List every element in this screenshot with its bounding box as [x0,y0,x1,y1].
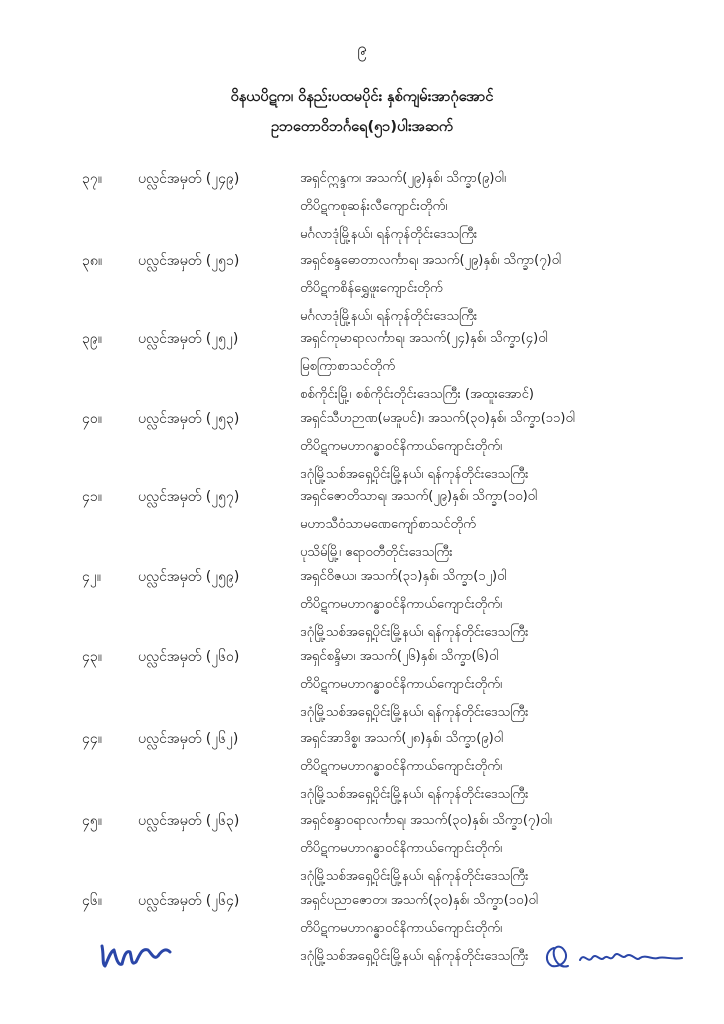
list-item [0,563,724,647]
seat-number: ပလ္လင်အမှတ် (၂၆၀) [138,649,240,665]
location-line: ဒဂုံမြို့သစ်အရှေ့ပိုင်းမြို့နယ်၊ ရန်ကုန်တိုင်းဒေသကြီး [300,625,529,640]
monastery-line: တိပိဋကမဟာဂန္ဓာဝင်နိကာယ်ကျောင်းတိုက်၊ [300,921,503,936]
monastery-line: တိပိဋကမဟာဂန္ဓာဝင်နိကာယ်ကျောင်းတိုက်၊ [300,677,503,692]
monastery-line: မဟာသီဝံသာမဏေကျော်စာသင်တိုက် [300,517,476,532]
location-line: မင်္ဂလာဒုံမြို့နယ်၊ ရန်ကုန်တိုင်းဒေသကြီး [300,227,478,242]
entry-details [300,563,700,647]
entry-number: ၄၅။ [82,813,102,829]
entry-number: ၃၉။ [82,331,102,347]
entry-number: ၄၀။ [82,411,102,427]
location-line: ဒဂုံမြို့သစ်အရှေ့ပိုင်းမြို့နယ်၊ ရန်ကုန်တိုင်းဒေသကြီး [300,705,529,720]
monk-name-line: အရှင်စန္ဒာဝရာလင်္ကာရ၊ အသက်(၃၀)နှစ်၊ သိက္ခာ(၇)ဝါ၊ [300,813,552,828]
left-signature [96,938,176,974]
monk-name-line: အရှင်စန္ဒိမာ၊ အသက်(၂၆)နှစ်၊ သိက္ခာ(၆)ဝါ [300,649,499,664]
seat-number: ပလ္လင်အမှတ် (၂၆၄) [138,893,240,909]
list-item [0,725,724,809]
location-line: ပုသိမ်မြို့၊ ဧရာဝတီတိုင်းဒေသကြီး [300,545,453,560]
seat-number: ပလ္လင်အမှတ် (၂၆၃) [138,813,240,829]
location-line: ဒဂုံမြို့သစ်အရှေ့ပိုင်းမြို့နယ်၊ ရန်ကုန်တိုင်းဒေသကြီး [300,467,529,482]
monk-name-line: အရှင်သီဟဉာဏ(မအူပင်)၊ အသက်(၃၀)နှစ်၊ သိက္ခာ(၁၁)ဝါ [300,411,576,426]
monk-name-line: အရှင်ဇောတိသာရ၊ အသက်(၂၉)နှစ်၊ သိက္ခာ(၁၀)ဝါ [300,489,538,504]
monk-name-line: အရှင်ပညာဇောတ၊ အသက်(၃၀)နှစ်၊ သိက္ခာ(၁၀)ဝါ [300,893,539,908]
entry-number: ၃၇။ [82,171,102,187]
monk-name-line: အရှင်ကုမာရာလင်္ကာရ၊ အသက်(၂၄)နှစ်၊ သိက္ခာ(၄)ဝါ [300,331,548,346]
entry-number: ၄၃။ [82,649,102,665]
monastery-line: မြစကြာစာသင်တိုက် [300,359,395,374]
entry-number: ၄၆။ [82,893,102,909]
entry-details [300,325,700,409]
entry-details [300,405,700,489]
entry-details [300,247,700,331]
monastery-line: တိပိဋကမဟာဂန္ဓာဝင်နိကာယ်ကျောင်းတိုက်၊ [300,841,503,856]
monastery-line: တိပိဋကမဟာဂန္ဓာဝင်နိကာယ်ကျောင်းတိုက်၊ [300,597,503,612]
seat-number: ပလ္လင်အမှတ် (၂၅၃) [138,411,240,427]
location-line: မင်္ဂလာဒုံမြို့နယ်၊ ရန်ကုန်တိုင်းဒေသကြီး [300,309,478,324]
monastery-line: တိပိဋကမဟာဂန္ဓာဝင်နိကာယ်ကျောင်းတိုက်၊ [300,439,503,454]
seat-number: ပလ္လင်အမှတ် (၂၅၁) [138,253,240,269]
list-item [0,807,724,891]
list-item [0,483,724,567]
header-line-1: ဝိနယပိဋက၊ ဝိနည်းပထမပိုင်း နှစ်ကျမ်းအာဂုံအောင် [230,89,494,105]
document-header [0,82,724,142]
page-number: ၉ [357,39,367,59]
list-item [0,643,724,727]
monk-name-line: အရှင်စန္ဒဓောတာလင်္ကာရ၊ အသက်(၂၉)နှစ်၊ သိက္ခာ(၇)ဝါ [300,253,562,268]
seat-number: ပလ္လင်အမှတ် (၂၆၂) [138,731,239,747]
seat-number: ပလ္လင်အမှတ် (၂၅၇) [138,489,240,505]
location-line: စစ်ကိုင်းမြို့၊ စစ်ကိုင်းတိုင်းဒေသကြီး (အထူးအောင်) [300,387,534,402]
seat-number: ပလ္လင်အမှတ် (၂၅၉) [138,569,240,585]
right-signature [540,938,690,974]
entry-details [300,165,700,249]
monk-name-line: အရှင်အာဒိစ္စ၊ အသက်(၂၈)နှစ်၊ သိက္ခာ(၉)ဝါ [300,731,504,746]
entry-number: ၃၈။ [82,253,103,269]
monk-name-line: အရှင်ဝိဇယ၊ အသက်(၃၁)နှစ်၊ သိက္ခာ(၁၂)ဝါ [300,569,507,584]
entry-number: ၄၁။ [82,489,102,505]
monastery-line: တိပိဋကစိန်ရွှေဖူးကျောင်းတိုက် [300,281,443,296]
seat-number: ပလ္လင်အမှတ် (၂၅၂) [138,331,239,347]
entry-details [300,483,700,567]
list-item [0,165,724,249]
entry-number: ၄၂။ [82,569,101,585]
entry-details [300,725,700,809]
location-line: ဒဂုံမြို့သစ်အရှေ့ပိုင်းမြို့နယ်၊ ရန်ကုန်တိုင်းဒေသကြီး [300,949,529,964]
monk-name-line: အရှင်ဣန္ဒက၊ အသက်(၂၉)နှစ်၊ သိက္ခာ(၉)ဝါ၊ [300,171,507,186]
entry-details [300,643,700,727]
list-item [0,325,724,409]
entry-details [300,807,700,891]
list-item [0,247,724,331]
location-line: ဒဂုံမြို့သစ်အရှေ့ပိုင်းမြို့နယ်၊ ရန်ကုန်တိုင်းဒေသကြီး [300,869,529,884]
seat-number: ပလ္လင်အမှတ် (၂၄၉) [138,171,240,187]
entry-number: ၄၄။ [82,731,102,747]
header-line-2: ဥဘတောဝိဘင်္ဂရေ(၅၁)ပါးအဆက် [270,119,454,135]
list-item [0,405,724,489]
location-line: ဒဂုံမြို့သစ်အရှေ့ပိုင်းမြို့နယ်၊ ရန်ကုန်တိုင်းဒေသကြီး [300,787,529,802]
monastery-line: တိပိဋကမဟာဂန္ဓာဝင်နိကာယ်ကျောင်းတိုက်၊ [300,759,503,774]
monastery-line: တိပိဋကစုဆန်းလီကျောင်းတိုက်၊ [300,199,448,214]
